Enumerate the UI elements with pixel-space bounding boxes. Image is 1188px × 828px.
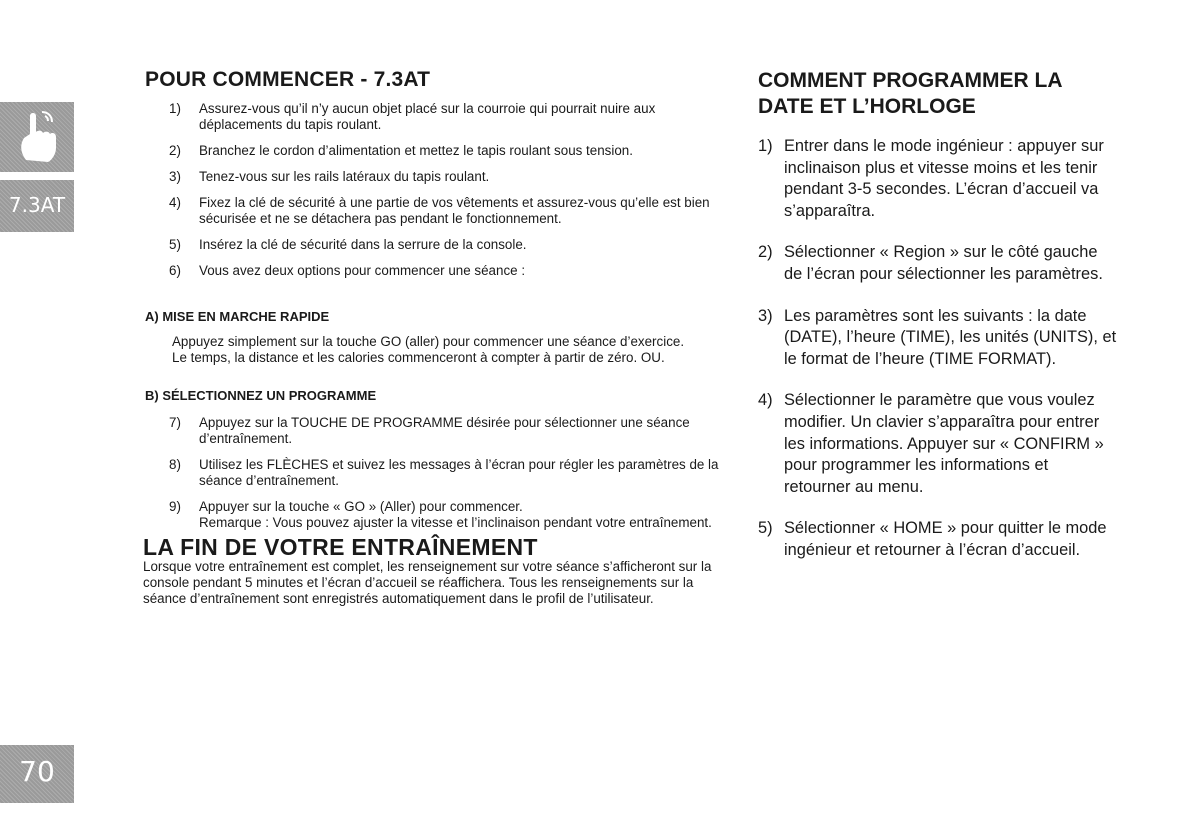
end-workout-text: Lorsque votre entraînement est complet, les renseignement sur votre séance s’afficheront sur la console pendant 5 minutes et l’écran d’accueil se réaffichera. Tous les renseignements sur la séance d’entraînement sont enregistrés automatiquement dans le profil de l’utilisateur. <box>143 559 712 606</box>
pointing-hand-icon <box>12 108 62 166</box>
option-a-line2: Le temps, la distance et les calories commenceront à compter à partir de zéro. OU. <box>172 350 665 365</box>
option-b-title: B) SÉLECTIONNEZ UN PROGRAMME <box>145 388 377 403</box>
option-a-body <box>145 334 725 366</box>
right-column <box>758 68 1118 562</box>
page-number: 70 <box>19 755 55 788</box>
clock-title-line2: DATE ET L’HORLOGE <box>758 95 976 118</box>
list-item: 8) Utilisez les FLÈCHES et suivez les messages à l’écran pour régler les paramètres de la séance d’entraînement. <box>169 457 719 488</box>
list-item: 2) Sélectionner « Region » sur le côté gauche de l’écran pour sélectionner les paramètres. <box>758 243 1103 283</box>
end-workout-title: LA FIN DE VOTRE ENTRAÎNEMENT <box>143 534 538 560</box>
list-item: 1) Entrer dans le mode ingénieur : appuyer sur inclinaison plus et vitesse moins et les tenir pendant 3-5 secondes. L’écran d’accueil va s’apparaîtra. <box>758 137 1104 220</box>
model-tab <box>0 180 74 232</box>
list-item: 4) Fixez la clé de sécurité à une partie de vos vêtements et assurez-vous qu’elle est bien sécurisée et ne se détachera pas pendant le fonctionnement. <box>169 195 710 226</box>
section-icon-tab <box>0 102 74 172</box>
option-b-steps <box>145 415 725 531</box>
clock-steps <box>758 136 1118 562</box>
step-note: Remarque : Vous pouvez ajuster la vitesse et l’inclinaison pendant votre entraînement. <box>199 515 712 530</box>
list-item: 1) Assurez-vous qu’il n’y aucun objet placé sur la courroie qui pourrait nuire aux déplacements du tapis roulant. <box>169 101 656 132</box>
option-a-title: A) MISE EN MARCHE RAPIDE <box>145 309 330 324</box>
list-item: 2) Branchez le cordon d’alimentation et mettez le tapis roulant sous tension. <box>169 143 633 158</box>
list-item: 5) Insérez la clé de sécurité dans la serrure de la console. <box>169 237 527 252</box>
left-column <box>145 68 725 607</box>
list-item: 3) Les paramètres sont les suivants : la date (DATE), l’heure (TIME), les unités (UNITS), et le format de l’heure (TIME FORMAT). <box>758 306 1117 368</box>
start-title: POUR COMMENCER - 7.3AT <box>145 68 431 91</box>
clock-title <box>758 68 1118 120</box>
start-steps <box>145 101 725 279</box>
list-item: 9) Appuyer sur la touche « GO » (Aller) pour commencer. Remarque : Vous pouvez ajuster la vitesse et l’inclinaison pendant votre entraînement. <box>169 499 712 530</box>
model-label: 7.3AT <box>8 193 66 217</box>
list-item: 7) Appuyez sur la TOUCHE DE PROGRAMME désirée pour sélectionner une séance d’entraînement. <box>169 415 690 446</box>
list-item: 3) Tenez-vous sur les rails latéraux du tapis roulant. <box>169 169 490 184</box>
list-item: 5) Sélectionner « HOME » pour quitter le mode ingénieur et retourner à l’écran d’accueil. <box>758 519 1107 559</box>
option-a-line1: Appuyez simplement sur la touche GO (aller) pour commencer une séance d’exercice. <box>172 334 685 349</box>
list-item: 4) Sélectionner le paramètre que vous voulez modifier. Un clavier s’apparaîtra pour entrer les informations. Appuyer sur « CONFIRM » pour programmer les informations et retourner au menu. <box>758 391 1104 496</box>
list-item: 6) Vous avez deux options pour commencer une séance : <box>169 263 526 278</box>
clock-title-line1: COMMENT PROGRAMMER LA <box>758 69 1063 92</box>
page-number-tab <box>0 745 74 803</box>
